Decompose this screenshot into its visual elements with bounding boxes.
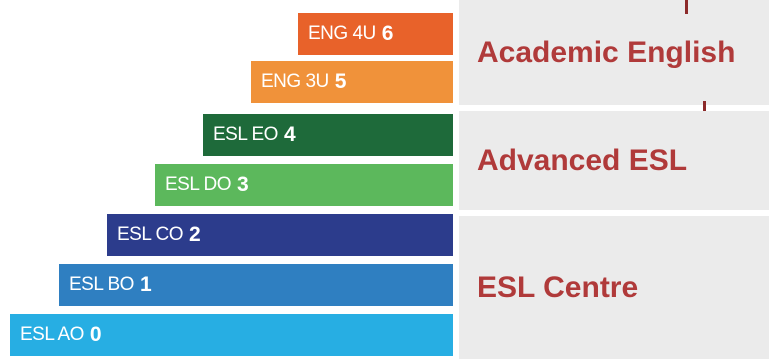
step-level: 6 xyxy=(381,22,394,45)
band-academic-english xyxy=(459,0,769,105)
step-esl-bo xyxy=(59,264,453,306)
step-level: 1 xyxy=(139,273,152,296)
step-code: ENG 3U xyxy=(261,71,329,92)
band-label: Advanced ESL xyxy=(477,143,688,177)
band-esl-centre xyxy=(459,216,769,359)
band-advanced-esl xyxy=(459,111,769,210)
step-code: ESL EO xyxy=(213,124,278,145)
step-code: ESL CO xyxy=(117,224,183,245)
step-code: ESL BO xyxy=(69,274,134,295)
step-eng-3u xyxy=(251,61,453,103)
step-esl-eo xyxy=(203,114,453,156)
step-level: 5 xyxy=(334,70,347,93)
accent-line-middle xyxy=(703,101,706,111)
accent-line-top xyxy=(685,0,688,14)
step-code: ENG 4U xyxy=(308,23,376,44)
step-level: 4 xyxy=(283,123,296,146)
step-level: 2 xyxy=(189,223,201,246)
step-level: 3 xyxy=(237,173,249,196)
step-level: 0 xyxy=(89,323,102,346)
step-eng-4u xyxy=(298,13,453,55)
step-esl-ao xyxy=(10,314,453,356)
step-esl-co xyxy=(107,214,453,256)
step-esl-do xyxy=(155,164,453,206)
band-label: ESL Centre xyxy=(477,270,639,304)
step-code: ESL AO xyxy=(20,324,84,345)
band-label: Academic English xyxy=(477,35,736,69)
step-code: ESL DO xyxy=(165,174,231,195)
